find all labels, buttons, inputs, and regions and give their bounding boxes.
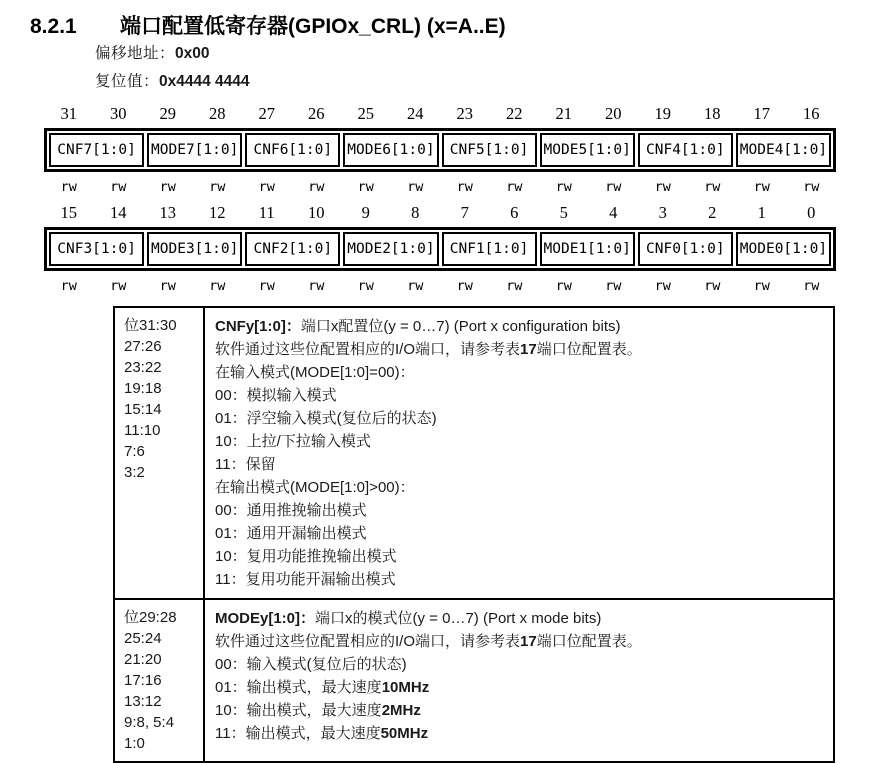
access-type: rw [753, 179, 770, 195]
description-text: 10：上拉/下拉输入模式 [215, 433, 371, 450]
description-text: 端口x的模式位(y = 0…7) (Port x mode bits) [315, 610, 602, 627]
description-table [113, 306, 835, 763]
bit-number: 25 [357, 104, 374, 123]
description-text: 软件通过这些位配置相应的I/O端口，请参考表 [215, 341, 521, 358]
bit-number: 20 [605, 104, 622, 123]
bit-number: 21 [555, 104, 572, 123]
access-type: rw [605, 179, 622, 195]
bit-number: 8 [411, 203, 420, 222]
bit-number: 26 [308, 104, 325, 123]
bit-number: 31 [60, 104, 77, 123]
description-bold-text: 50MHz [380, 725, 429, 742]
description-line [215, 630, 823, 653]
offset-address-label: 偏移地址： [95, 45, 176, 62]
bit-number: 2 [708, 203, 717, 222]
bit-numbers-row [44, 104, 836, 124]
description-line [215, 676, 823, 699]
description-line [215, 568, 823, 591]
bit-number: 4 [609, 203, 618, 222]
description-text: 在输入模式(MODE[1:0]=00)： [215, 364, 415, 381]
access-type: rw [803, 278, 820, 294]
bit-number: 19 [654, 104, 671, 123]
description-text: 11：复用功能开漏输出模式 [215, 571, 396, 588]
description-line [215, 722, 823, 745]
register-field: MODE1[1:0] [540, 232, 635, 266]
page-title: 端口配置低寄存器(GPIOx_CRL) (x=A..E) [120, 15, 506, 38]
document-page [0, 10, 870, 763]
bit-range: 23:22 [124, 359, 162, 376]
bit-number: 30 [110, 104, 127, 123]
access-type: rw [605, 278, 622, 294]
register-field: MODE5[1:0] [540, 133, 635, 167]
bit-range: 17:16 [124, 672, 162, 689]
reset-value-line [95, 68, 870, 96]
register-field: CNF3[1:0] [49, 232, 144, 266]
access-type: rw [704, 179, 721, 195]
access-type: rw [308, 278, 325, 294]
description-bold-text: 17 [520, 633, 537, 650]
description-cell [205, 600, 833, 761]
register-field: CNF1[1:0] [442, 232, 537, 266]
description-text: 01：输出模式，最大速度 [215, 679, 382, 696]
description-bold-text: 17 [520, 341, 537, 358]
register-diagram [44, 104, 836, 294]
description-line [215, 407, 823, 430]
description-text: 00：模拟输入模式 [215, 387, 337, 404]
bit-number: 28 [209, 104, 226, 123]
offset-address-line [95, 40, 870, 68]
register-fields-cells [49, 133, 831, 167]
access-type: rw [803, 179, 820, 195]
description-line [215, 361, 823, 384]
bit-range: 21:20 [124, 651, 162, 668]
description-line [215, 545, 823, 568]
description-line [215, 522, 823, 545]
bit-range: 11:10 [124, 422, 161, 439]
description-text: 在输出模式(MODE[1:0]>00)： [215, 479, 415, 496]
description-line [215, 430, 823, 453]
bit-range: 13:12 [124, 693, 162, 710]
access-type: rw [753, 278, 770, 294]
bit-range: 位29:28 [124, 609, 177, 626]
bit-number: 10 [308, 203, 325, 222]
access-type: rw [407, 278, 424, 294]
register-field: MODE2[1:0] [343, 232, 438, 266]
description-line [215, 653, 823, 676]
access-type: rw [60, 278, 77, 294]
description-bold-text: MODEy[1:0]： [215, 610, 316, 627]
description-line [215, 453, 823, 476]
bit-numbers-row [44, 203, 836, 223]
description-bold-text: CNFy[1:0]： [215, 318, 301, 335]
description-cell [205, 308, 833, 598]
reset-value-value: 0x4444 4444 [159, 73, 250, 90]
access-type: rw [357, 179, 374, 195]
bit-number: 22 [506, 104, 523, 123]
bit-number: 0 [807, 203, 816, 222]
access-row [44, 278, 836, 294]
description-line [215, 699, 823, 722]
description-text: 10：复用功能推挽输出模式 [215, 548, 397, 565]
bit-range: 19:18 [124, 380, 162, 397]
access-type: rw [456, 278, 473, 294]
bit-number: 12 [209, 203, 226, 222]
access-type: rw [159, 179, 176, 195]
bit-number: 6 [510, 203, 519, 222]
description-line [215, 315, 823, 338]
access-type: rw [555, 179, 572, 195]
access-type: rw [506, 179, 523, 195]
register-field: CNF7[1:0] [49, 133, 144, 167]
bit-range: 3:2 [124, 464, 145, 481]
register-field: CNF0[1:0] [638, 232, 733, 266]
description-text: 端口位配置表。 [536, 341, 642, 358]
register-field: MODE4[1:0] [736, 133, 831, 167]
access-type: rw [110, 179, 127, 195]
bit-range: 27:26 [124, 338, 162, 355]
bit-number: 23 [456, 104, 473, 123]
description-row [115, 308, 833, 598]
bit-range: 9:8, 5:4 [124, 714, 175, 731]
description-text: 01：浮空输入模式(复位后的状态) [215, 410, 437, 427]
register-fields-row [44, 128, 836, 172]
access-type: rw [258, 179, 275, 195]
description-bold-text: 2MHz [381, 702, 421, 719]
bit-number: 18 [704, 104, 721, 123]
description-text: 软件通过这些位配置相应的I/O端口，请参考表 [215, 633, 521, 650]
bit-number: 7 [460, 203, 469, 222]
bit-number: 14 [110, 203, 127, 222]
description-line [215, 338, 823, 361]
register-field: CNF6[1:0] [245, 133, 340, 167]
bit-range: 1:0 [124, 735, 145, 752]
access-type: rw [258, 278, 275, 294]
description-text: 00：通用推挽输出模式 [215, 502, 367, 519]
bit-number: 15 [60, 203, 77, 222]
description-row [115, 598, 833, 761]
register-field: MODE0[1:0] [736, 232, 831, 266]
bit-range-cell [115, 600, 205, 761]
offset-address-value: 0x00 [175, 45, 210, 62]
description-line [215, 499, 823, 522]
description-line [215, 384, 823, 407]
access-type: rw [456, 179, 473, 195]
access-type: rw [654, 278, 671, 294]
access-type: rw [506, 278, 523, 294]
description-line [215, 607, 823, 630]
access-type: rw [704, 278, 721, 294]
register-field: CNF4[1:0] [638, 133, 733, 167]
bit-range: 25:24 [124, 630, 162, 647]
bit-number: 24 [407, 104, 424, 123]
description-text: 11：保留 [215, 456, 276, 473]
bit-number: 9 [361, 203, 370, 222]
description-bold-text: 10MHz [381, 679, 430, 696]
reset-value-label: 复位值： [95, 73, 160, 90]
bit-range: 7:6 [124, 443, 145, 460]
bit-number: 5 [559, 203, 568, 222]
description-text: 10：输出模式，最大速度 [215, 702, 382, 719]
description-text: 端口位配置表。 [536, 633, 642, 650]
section-heading [30, 10, 870, 40]
bit-number: 27 [258, 104, 275, 123]
register-fields-row [44, 227, 836, 271]
description-text: 端口x配置位(y = 0…7) (Port x configuration bits) [300, 318, 621, 335]
bit-range-cell [115, 308, 205, 598]
register-fields-cells [49, 232, 831, 266]
access-type: rw [60, 179, 77, 195]
access-type: rw [159, 278, 176, 294]
description-text: 00：输入模式(复位后的状态) [215, 656, 407, 673]
register-field: CNF2[1:0] [245, 232, 340, 266]
description-text: 11：输出模式，最大速度 [215, 725, 381, 742]
access-type: rw [654, 179, 671, 195]
description-text: 01：通用开漏输出模式 [215, 525, 367, 542]
access-type: rw [209, 179, 226, 195]
access-type: rw [407, 179, 424, 195]
access-type: rw [357, 278, 374, 294]
bit-range: 位31:30 [124, 317, 177, 334]
bit-range: 15:14 [124, 401, 162, 418]
bit-number: 11 [258, 203, 275, 222]
bit-number: 29 [159, 104, 176, 123]
bit-number: 1 [757, 203, 766, 222]
bit-number: 3 [658, 203, 667, 222]
register-field: MODE6[1:0] [343, 133, 438, 167]
bit-number: 17 [753, 104, 770, 123]
register-field: MODE3[1:0] [147, 232, 242, 266]
register-field: CNF5[1:0] [442, 133, 537, 167]
access-row [44, 179, 836, 195]
access-type: rw [555, 278, 572, 294]
access-type: rw [308, 179, 325, 195]
access-type: rw [110, 278, 127, 294]
access-type: rw [209, 278, 226, 294]
bit-number: 16 [803, 104, 820, 123]
description-line [215, 476, 823, 499]
register-field: MODE7[1:0] [147, 133, 242, 167]
section-number: 8.2.1 [30, 15, 77, 38]
bit-number: 13 [159, 203, 176, 222]
